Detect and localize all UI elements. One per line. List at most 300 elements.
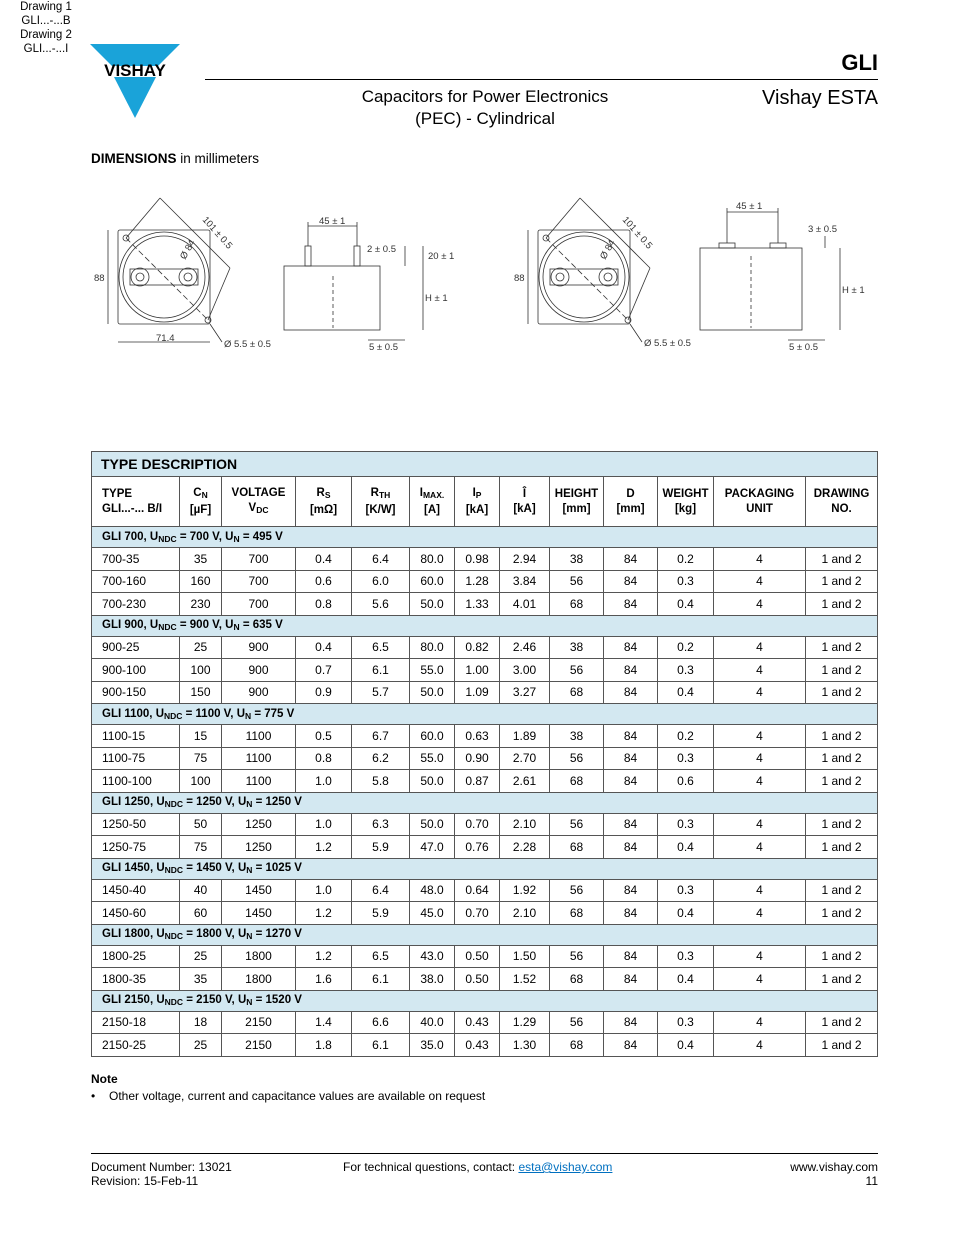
table-cell: 1100-75 [92, 747, 180, 770]
d1-body-height-label: H ± 1 [425, 293, 448, 304]
table-cell: 2150 [222, 1011, 296, 1034]
group-header-row [92, 858, 878, 879]
table-cell: 1.33 [455, 593, 500, 616]
table-cell: 6.5 [352, 945, 410, 968]
table-row [92, 1034, 878, 1057]
table-cell: 84 [604, 725, 658, 748]
table-cell: 0.3 [658, 879, 714, 902]
table-cell: 1 and 2 [806, 747, 878, 770]
col-header-drawing: DRAWING NO. [806, 477, 878, 527]
table-cell: 1 and 2 [806, 945, 878, 968]
table-cell: 1 and 2 [806, 636, 878, 659]
table-cell: 1800 [222, 945, 296, 968]
group-label: GLI 1100, $U_{NDC} = 1100$ V, $U_N = 775$ V [92, 704, 878, 725]
table-cell: 1800-35 [92, 968, 180, 991]
table-cell: 900 [222, 681, 296, 704]
table-cell: 4 [714, 570, 806, 593]
table-row [92, 725, 878, 748]
group-header-row [92, 527, 878, 548]
col-header-height: HEIGHT [mm] [550, 477, 604, 527]
table-cell: 43.0 [410, 945, 455, 968]
table-cell: 1.2 [296, 902, 352, 925]
table-row [92, 813, 878, 836]
table-cell: 0.3 [658, 570, 714, 593]
table-body [92, 527, 878, 1057]
note-item [91, 1089, 485, 1103]
table-cell: 50.0 [410, 593, 455, 616]
table-row [92, 1011, 878, 1034]
d2-diag-label: 101 ± 0.5 [619, 214, 655, 252]
note-text: Other voltage, current and capacitance values are available on request [109, 1089, 486, 1103]
table-cell: 3.84 [500, 570, 550, 593]
d2-hole-label: Ø 5.5 ± 0.5 [644, 338, 691, 349]
table-cell: 0.70 [455, 902, 500, 925]
table-cell: 0.4 [296, 548, 352, 571]
product-subtitle [300, 86, 670, 130]
table-cell: 1100-15 [92, 725, 180, 748]
table-cell: 2.94 [500, 548, 550, 571]
drawing-2 [510, 190, 890, 360]
table-cell: 48.0 [410, 879, 455, 902]
table-cell: 68 [550, 593, 604, 616]
d1-term-spacing-label: 45 ± 1 [319, 216, 346, 227]
col-header-rs: $R_S$ [mΩ] [296, 477, 352, 527]
table-cell: 0.3 [658, 945, 714, 968]
table-cell: 38 [550, 725, 604, 748]
d1-diameter-label: Ø 84 [178, 238, 198, 262]
table-cell: 1.92 [500, 879, 550, 902]
table-cell: 1.4 [296, 1011, 352, 1034]
table-cell: 1.0 [296, 813, 352, 836]
table-cell: 1.50 [500, 945, 550, 968]
table-cell: 1 and 2 [806, 836, 878, 859]
table-title: TYPE DESCRIPTION [92, 452, 878, 477]
footer-document-info [91, 1160, 232, 1188]
table-cell: 700 [222, 570, 296, 593]
table-row [92, 747, 878, 770]
table-cell: 160 [180, 570, 222, 593]
table-cell: 56 [550, 659, 604, 682]
table-cell: 0.4 [658, 681, 714, 704]
table-cell: 4 [714, 725, 806, 748]
table-cell: 1.0 [296, 879, 352, 902]
table-cell: 1450 [222, 879, 296, 902]
table-cell: 60.0 [410, 570, 455, 593]
table-cell: 2.28 [500, 836, 550, 859]
company-name: Vishay ESTA [762, 87, 878, 109]
table-cell: 1 and 2 [806, 725, 878, 748]
col-header-packaging: PACKAGING UNIT [714, 477, 806, 527]
table-cell: 1.52 [500, 968, 550, 991]
table-row [92, 902, 878, 925]
table-cell: 0.3 [658, 659, 714, 682]
table-row [92, 570, 878, 593]
table-cell: 4 [714, 945, 806, 968]
table-cell: 900-25 [92, 636, 180, 659]
table-cell: 4 [714, 879, 806, 902]
table-cell: 2.10 [500, 813, 550, 836]
table-cell: 38 [550, 548, 604, 571]
table-cell: 3.27 [500, 681, 550, 704]
drawing-2-terminal-left [719, 243, 735, 248]
table-cell: 56 [550, 813, 604, 836]
table-cell: 1.09 [455, 681, 500, 704]
drawing-1-side-body [284, 266, 380, 330]
table-cell: 1250-50 [92, 813, 180, 836]
table-cell: 1 and 2 [806, 548, 878, 571]
vishay-logo [84, 44, 184, 118]
d1-term-height-label: 20 ± 1 [428, 251, 455, 262]
table-cell: 1100 [222, 747, 296, 770]
table-cell: 4 [714, 968, 806, 991]
d2-term-height-label: 3 ± 0.5 [808, 224, 837, 235]
table-cell: 45.0 [410, 902, 455, 925]
table-cell: 100 [180, 770, 222, 793]
table-cell: 1250 [222, 813, 296, 836]
table-cell: 0.4 [658, 902, 714, 925]
table-cell: 0.8 [296, 747, 352, 770]
table-cell: 25 [180, 945, 222, 968]
table-cell: 1450 [222, 902, 296, 925]
table-cell: 1250-75 [92, 836, 180, 859]
table-cell: 56 [550, 747, 604, 770]
table-row [92, 836, 878, 859]
table-cell: 84 [604, 945, 658, 968]
table-cell: 68 [550, 836, 604, 859]
table-cell: 5.9 [352, 902, 410, 925]
footer-contact [343, 1160, 612, 1174]
table-cell: 0.4 [296, 636, 352, 659]
table-cell: 6.4 [352, 548, 410, 571]
table-cell: 56 [550, 879, 604, 902]
table-cell: 1.28 [455, 570, 500, 593]
table-cell: 1.30 [500, 1034, 550, 1057]
table-cell: 0.43 [455, 1011, 500, 1034]
drawing-1-caption-title: Drawing 1 [20, 1, 72, 13]
table-cell: 4 [714, 747, 806, 770]
table-cell: 84 [604, 968, 658, 991]
table-header-row [92, 477, 878, 527]
group-label: GLI 1250, $U_{NDC} = 1250$ V, $U_N = 1250$ V [92, 792, 878, 813]
table-cell: 2.70 [500, 747, 550, 770]
table-cell: 0.3 [658, 1011, 714, 1034]
group-header-row [92, 615, 878, 636]
type-description-table [91, 451, 878, 1057]
table-cell: 1 and 2 [806, 1011, 878, 1034]
drawing-2-terminal-right [770, 243, 786, 248]
group-header-row [92, 704, 878, 725]
table-cell: 0.50 [455, 945, 500, 968]
col-header-imax: $I_{MAX.}$ [A] [410, 477, 455, 527]
note-title: Note [91, 1072, 118, 1086]
table-cell: 0.5 [296, 725, 352, 748]
table-cell: 0.2 [658, 548, 714, 571]
table-cell: 1100 [222, 725, 296, 748]
d1-width-label: 71.4 [156, 333, 175, 344]
table-row [92, 659, 878, 682]
table-cell: 0.4 [658, 836, 714, 859]
table-cell: 50.0 [410, 681, 455, 704]
table-cell: 0.98 [455, 548, 500, 571]
group-label: GLI 2150, $U_{NDC} = 2150$ V, $U_N = 1520$ V [92, 990, 878, 1011]
table-cell: 2150-18 [92, 1011, 180, 1034]
table-cell: 1800 [222, 968, 296, 991]
table-cell: 60 [180, 902, 222, 925]
table-cell: 0.90 [455, 747, 500, 770]
table-cell: 0.50 [455, 968, 500, 991]
table-cell: 4 [714, 1034, 806, 1057]
table-cell: 0.4 [658, 968, 714, 991]
table-cell: 35.0 [410, 1034, 455, 1057]
table-cell: 15 [180, 725, 222, 748]
table-cell: 38.0 [410, 968, 455, 991]
table-cell: 56 [550, 945, 604, 968]
d1-diag-label: 101 ± 0.5 [199, 214, 235, 252]
drawing-1 [90, 190, 470, 360]
table-cell: 60.0 [410, 725, 455, 748]
table-cell: 1100-100 [92, 770, 180, 793]
table-cell: 4 [714, 836, 806, 859]
table-cell: 1.2 [296, 945, 352, 968]
table-cell: 6.1 [352, 968, 410, 991]
dimensions-heading [91, 151, 259, 166]
table-cell: 0.3 [658, 813, 714, 836]
table-cell: 6.4 [352, 879, 410, 902]
subtitle-line-1: Capacitors for Power Electronics [361, 87, 609, 106]
table-cell: 1 and 2 [806, 813, 878, 836]
table-cell: 35 [180, 548, 222, 571]
subtitle-line-2: (PEC) - Cylindrical [415, 109, 555, 128]
table-cell: 40.0 [410, 1011, 455, 1034]
table-cell: 75 [180, 747, 222, 770]
table-cell: 700 [222, 593, 296, 616]
col-header-ip: $I_P$ [kA] [455, 477, 500, 527]
table-cell: 55.0 [410, 747, 455, 770]
table-cell: 700-160 [92, 570, 180, 593]
table-row [92, 770, 878, 793]
table-cell: 900-100 [92, 659, 180, 682]
table-cell: 25 [180, 1034, 222, 1057]
table-cell: 68 [550, 1034, 604, 1057]
col-header-weight: WEIGHT [kg] [658, 477, 714, 527]
footer-rule [91, 1153, 878, 1154]
table-cell: 700-230 [92, 593, 180, 616]
table-cell: 4 [714, 636, 806, 659]
table-cell: 1 and 2 [806, 902, 878, 925]
table-cell: 84 [604, 636, 658, 659]
table-cell: 4 [714, 681, 806, 704]
table-cell: 4 [714, 813, 806, 836]
footer-page-number: 11 [865, 1174, 878, 1188]
footer-website: www.vishay.com [790, 1160, 878, 1174]
table-cell: 6.2 [352, 747, 410, 770]
table-cell: 84 [604, 902, 658, 925]
table-cell: 75 [180, 836, 222, 859]
dimensions-heading-unit: in millimeters [176, 151, 260, 166]
table-cell: 0.43 [455, 1034, 500, 1057]
drawing-2-caption-code: GLI...-...I [23, 43, 69, 55]
drawing-1-terminal-right [354, 246, 360, 266]
table-cell: 84 [604, 813, 658, 836]
d2-term-spacing-label: 45 ± 1 [736, 201, 763, 212]
table-cell: 2150 [222, 1034, 296, 1057]
part-number: GLI [841, 50, 878, 75]
table-cell: 6.7 [352, 725, 410, 748]
table-cell: 68 [550, 902, 604, 925]
table-cell: 4 [714, 902, 806, 925]
table-cell: 1 and 2 [806, 968, 878, 991]
table-cell: 0.8 [296, 593, 352, 616]
col-header-rth: $R_{TH}$ [K/W] [352, 477, 410, 527]
table-cell: 700 [222, 548, 296, 571]
table-cell: 84 [604, 1011, 658, 1034]
d1-height-88-label: 88 [94, 273, 105, 284]
table-cell: 1 and 2 [806, 879, 878, 902]
table-cell: 900 [222, 636, 296, 659]
table-cell: 1 and 2 [806, 1034, 878, 1057]
table-cell: 5.8 [352, 770, 410, 793]
table-cell: 0.4 [658, 593, 714, 616]
drawing-2-caption-title: Drawing 2 [20, 29, 72, 41]
group-header-row [92, 792, 878, 813]
table-cell: 0.2 [658, 725, 714, 748]
table-cell: 700-35 [92, 548, 180, 571]
table-cell: 68 [550, 968, 604, 991]
group-label: GLI 700, $U_{NDC} = 700$ V, $U_N = 495$ V [92, 527, 878, 548]
table-cell: 900 [222, 659, 296, 682]
table-cell: 1.8 [296, 1034, 352, 1057]
dimensions-heading-bold: DIMENSIONS [91, 151, 177, 166]
drawing-2-caption [0, 28, 92, 56]
table-cell: 4.01 [500, 593, 550, 616]
footer-contact-email-link[interactable]: esta@vishay.com [518, 1160, 613, 1174]
table-cell: 1.89 [500, 725, 550, 748]
table-cell: 1100 [222, 770, 296, 793]
group-label: GLI 1450, $U_{NDC} = 1450$ V, $U_N = 1025$ V [92, 858, 878, 879]
table-cell: 0.7 [296, 659, 352, 682]
table-cell: 25 [180, 636, 222, 659]
table-cell: 0.6 [296, 570, 352, 593]
table-cell: 0.70 [455, 813, 500, 836]
table-cell: 4 [714, 770, 806, 793]
table-cell: 1250 [222, 836, 296, 859]
table-cell: 1.2 [296, 836, 352, 859]
table-cell: 84 [604, 593, 658, 616]
group-label: GLI 1800, $U_{NDC} = 1800$ V, $U_N = 1270$ V [92, 924, 878, 945]
table-row [92, 593, 878, 616]
table-cell: 1450-40 [92, 879, 180, 902]
table-row [92, 636, 878, 659]
d2-base-label: 5 ± 0.5 [789, 342, 818, 353]
table-cell: 1 and 2 [806, 681, 878, 704]
table-cell: 1 and 2 [806, 659, 878, 682]
table-cell: 100 [180, 659, 222, 682]
table-cell: 50 [180, 813, 222, 836]
table-cell: 0.3 [658, 747, 714, 770]
drawing-1-caption-code: GLI...-...B [21, 15, 71, 27]
table-cell: 84 [604, 770, 658, 793]
table-cell: 4 [714, 593, 806, 616]
col-header-d: D [mm] [604, 477, 658, 527]
footer-site-info [790, 1160, 878, 1188]
table-cell: 84 [604, 659, 658, 682]
table-cell: 3.00 [500, 659, 550, 682]
table-cell: 2.46 [500, 636, 550, 659]
table-cell: 0.4 [658, 1034, 714, 1057]
table-cell: 40 [180, 879, 222, 902]
table-cell: 1 and 2 [806, 570, 878, 593]
table-cell: 0.76 [455, 836, 500, 859]
table-cell: 1.29 [500, 1011, 550, 1034]
table-cell: 900-150 [92, 681, 180, 704]
table-cell: 2.10 [500, 902, 550, 925]
table-cell: 1.6 [296, 968, 352, 991]
table-cell: 5.9 [352, 836, 410, 859]
table-cell: 56 [550, 570, 604, 593]
table-cell: 18 [180, 1011, 222, 1034]
table-cell: 50.0 [410, 770, 455, 793]
logo-wordmark: VISHAY [104, 61, 166, 80]
table-cell: 6.1 [352, 659, 410, 682]
table-cell: 150 [180, 681, 222, 704]
table-cell: 6.0 [352, 570, 410, 593]
table-cell: 0.9 [296, 681, 352, 704]
table-row [92, 548, 878, 571]
table-row [92, 945, 878, 968]
table-cell: 6.1 [352, 1034, 410, 1057]
group-header-row [92, 990, 878, 1011]
drawing-1-terminal-left [305, 246, 311, 266]
table-cell: 84 [604, 747, 658, 770]
table-cell: 84 [604, 570, 658, 593]
table-cell: 5.6 [352, 593, 410, 616]
table-cell: 55.0 [410, 659, 455, 682]
table-cell: 56 [550, 1011, 604, 1034]
footer-doc-number: Document Number: 13021 [91, 1160, 232, 1174]
note-bullet: • [91, 1089, 96, 1103]
footer-revision: Revision: 15-Feb-11 [91, 1174, 199, 1188]
table-cell: 5.7 [352, 681, 410, 704]
table-cell: 1 and 2 [806, 593, 878, 616]
header-rule [205, 79, 878, 80]
table-cell: 0.63 [455, 725, 500, 748]
table-cell: 84 [604, 1034, 658, 1057]
table-cell: 35 [180, 968, 222, 991]
table-cell: 0.87 [455, 770, 500, 793]
table-cell: 4 [714, 548, 806, 571]
table-cell: 2150-25 [92, 1034, 180, 1057]
group-label: GLI 900, $U_{NDC} = 900$ V, $U_N = 635$ V [92, 615, 878, 636]
table-cell: 1800-25 [92, 945, 180, 968]
drawing-2-side-body [700, 248, 802, 330]
drawing-1-caption [0, 0, 92, 28]
table-cell: 50.0 [410, 813, 455, 836]
d2-height-88-label: 88 [514, 273, 525, 284]
table-cell: 6.6 [352, 1011, 410, 1034]
table-cell: 6.3 [352, 813, 410, 836]
d2-diameter-label: Ø 84 [598, 238, 618, 262]
col-header-cn: $C_N$ [µF] [180, 477, 222, 527]
group-header-row [92, 924, 878, 945]
col-header-voltage: VOLTAGE $V_{DC}$ [222, 477, 296, 527]
table-cell: 68 [550, 681, 604, 704]
table-row [92, 968, 878, 991]
table-cell: 0.64 [455, 879, 500, 902]
d1-term-dia-label: 2 ± 0.5 [367, 244, 396, 255]
table-cell: 1 and 2 [806, 770, 878, 793]
table-cell: 47.0 [410, 836, 455, 859]
table-cell: 84 [604, 879, 658, 902]
